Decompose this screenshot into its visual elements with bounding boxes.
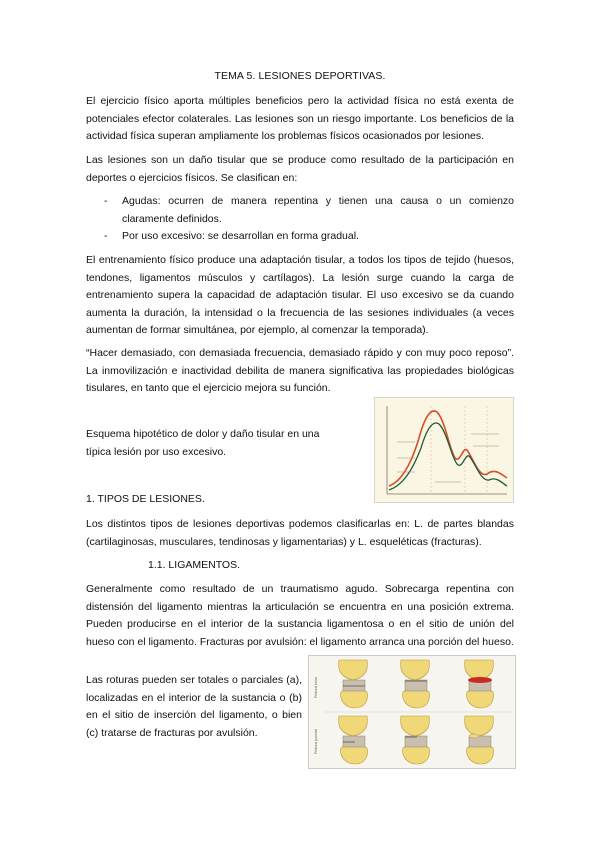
paragraph-definition: Las lesiones son un daño tisular que se produce como resultado de la participación en deportes o ejercicios físicos. Se clasifican en:: [86, 154, 514, 184]
list-item-agudas: [104, 193, 514, 228]
figure-caption-overuse: Esquema hipotético de dolor y daño tisular en una típica lesión por uso excesivo.: [86, 428, 320, 458]
overuse-injury-chart: [374, 397, 514, 503]
avulsion-fragment: [468, 677, 492, 683]
paragraph-quote: “Hacer demasiado, con demasiada frecuencia, demasiado rápido y con muy poco reposo”. La inmovilización e inactividad debilita de manera significativa las propiedades biológicas tisulares, en tanto que el ejercicio mejora su función.: [86, 347, 514, 394]
overuse-chart-svg: [375, 398, 513, 502]
joint-panel-a-total: [339, 660, 368, 708]
paragraph-ligaments: Generalmente como resultado de un traumatismo agudo. Sobrecarga repentina con distensión del ligamento mientras la articulación se encuentra en una posición extrema. Pueden producirse en el interior de la sustancia ligamentosa o en el sitio de unión del hueso con el ligamento. Fracturas por avulsión: el ligamento arranca una porción del hueso.: [86, 583, 514, 648]
ligament-rupture-figure: [308, 655, 516, 769]
page-title: TEMA 5. LESIONES DEPORTIVAS.: [214, 70, 386, 82]
paragraph-benefits: El ejercicio físico aporta múltiples beneficios pero la actividad física no está exenta de potenciales efector colaterales. Las lesiones son un riesgo importante. Los beneficios de la actividad física superan ampliamente los problemas físicos ocasionados por lesiones.: [86, 95, 514, 142]
ligament: [405, 736, 427, 747]
ligament: [343, 680, 365, 691]
joint-panel-c-partial: [465, 716, 494, 764]
bullet-dash: -: [104, 230, 108, 242]
bullet-dash: -: [104, 195, 108, 207]
ligament-figure-svg: [309, 656, 515, 768]
row-label-partial: Rotura parcial: [313, 729, 318, 754]
bullet-text: Por uso excesivo: se desarrollan en forma gradual.: [122, 230, 359, 242]
paragraph-adaptation: El entrenamiento físico produce una adaptación tisular, a todos los tipos de tejido (huesos, tendones, ligamentos músculos y cartílagos). La lesión surge cuando la carga de entrenamiento supera la capacidad de adaptación tisular. El uso excesivo se da cuando aumenta la duración, la intensidad o la frecuencia de las sesiones individuales (a veces aumentan de formar simultánea, por ejemplo, al comenzar la temporada).: [86, 254, 514, 336]
joint-panel-a-partial: [339, 716, 368, 764]
paragraph-types: Los distintos tipos de lesiones deportivas podemos clasificarlas en: L. de partes blandas (cartilaginosas, musculares, tendinosas y ligamentarias) y L. esqueléticas (fracturas).: [86, 518, 514, 548]
joint-panel-c-total: [465, 660, 494, 708]
ligament: [343, 736, 365, 747]
joint-panel-b-partial: [401, 716, 430, 764]
bullet-text: Agudas: ocurren de manera repentina y tienen una causa o un comienzo claramente definidos.: [122, 195, 514, 225]
avulsion-fragment: [469, 734, 479, 738]
paragraph-ruptures: Las roturas pueden ser totales o parciales (a), localizadas en el interior de la sustancia o (b) en el sitio de inserción del ligamento, o bien (c) tratarse de fracturas por avulsión.: [86, 674, 302, 739]
list-item-uso-excesivo: [104, 228, 514, 246]
ligament: [405, 680, 427, 691]
section-heading-ligamentos: 1.1. LIGAMENTOS.: [148, 559, 241, 571]
row-label-total: Rotura total: [313, 677, 318, 698]
section-heading-tipos: 1. TIPOS DE LESIONES.: [86, 493, 205, 505]
joint-panel-b-total: [401, 660, 430, 708]
